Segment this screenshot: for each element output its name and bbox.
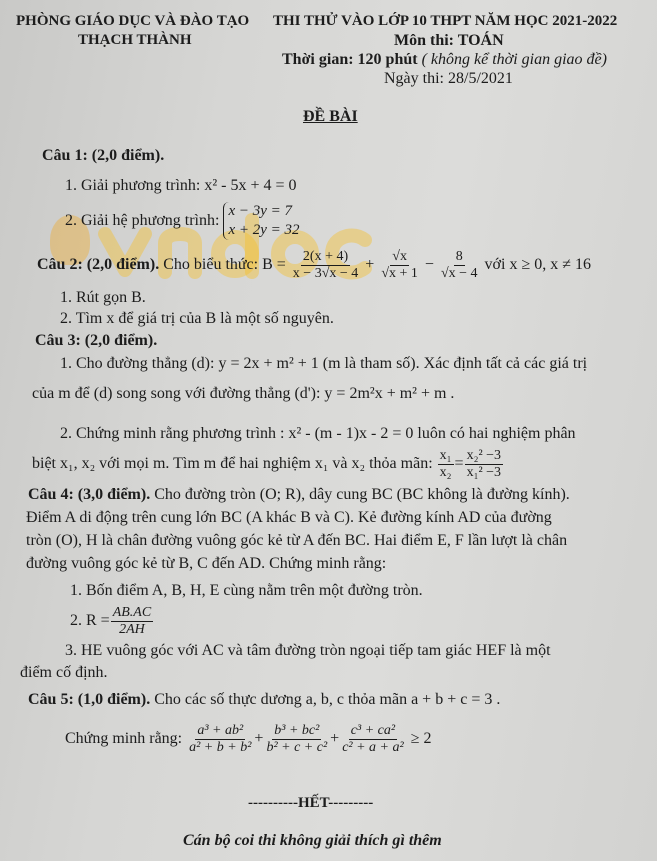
q4-line3: tròn (O), H là chân đường vuông góc kẻ từ A đến BC. Hai điểm E, F lần lượt là chân — [26, 532, 568, 549]
denominator: x − 3√x − 4 — [292, 265, 359, 281]
fraction — [340, 723, 406, 756]
q1-item2-label: 2. Giải hệ phương trình: — [65, 212, 224, 229]
q5-line1 — [28, 690, 500, 710]
numerator: x₂² −3 — [466, 447, 502, 463]
q4-item1: 1. Bốn điểm A, B, H, E cùng nằm trên một đường tròn. — [70, 582, 423, 599]
q2-statement — [37, 246, 591, 284]
fraction — [465, 448, 503, 481]
duration-label: Thời gian: 120 phút — [282, 51, 422, 68]
denominator: x₂ — [439, 464, 452, 480]
q3-line2: của m để (d) song song với đường thẳng (d'): y = 2m²x + m² + m . — [32, 385, 455, 402]
numerator: √x — [392, 248, 407, 264]
equation-system — [223, 202, 299, 240]
q4-item3-cont: điểm cố định. — [20, 664, 108, 681]
section-title: ĐỀ BÀI — [303, 108, 358, 125]
q3-line1: 1. Cho đường thẳng (d): y = 2x + m² + 1 (m là tham số). Xác định tất cả các giá trị — [60, 355, 588, 372]
minus: − — [420, 256, 438, 273]
q4-line1 — [28, 485, 570, 505]
q3-line3: 2. Chứng minh rằng phương trình : x² - (m - 1)x - 2 = 0 luôn có hai nghiệm phân — [60, 425, 576, 442]
condition: với x ≥ 0, x ≠ 16 — [480, 256, 591, 273]
denominator: a² + b + b² — [189, 739, 252, 755]
equation-2: x + 2y = 32 — [228, 222, 300, 239]
q1-item2 — [65, 200, 300, 242]
footer-note: Cán bộ coi thi không giải thích gì thêm — [183, 832, 442, 849]
q4-item2 — [70, 603, 154, 639]
fraction — [291, 249, 360, 282]
plus: + — [361, 256, 379, 273]
fraction — [439, 249, 480, 282]
denominator: c² + a + a² — [342, 739, 404, 755]
q4-item2-label: 2. R = — [70, 612, 110, 629]
denominator: b² + c + c² — [266, 739, 328, 755]
denominator: 2AH — [119, 621, 145, 637]
q5-text: Cho các số thực dương a, b, c thỏa mãn a + b + c = 3 . — [150, 691, 501, 708]
plus: + — [330, 730, 340, 747]
exam-date: Ngày thi: 28/5/2021 — [384, 70, 513, 87]
q4-item3: 3. HE vuông góc với AC và tâm đường tròn ngoại tiếp tam giác HEF là một — [65, 642, 551, 659]
numerator: b³ + bc² — [274, 722, 320, 738]
denominator: √x − 4 — [440, 265, 478, 281]
denominator: √x + 1 — [381, 265, 418, 281]
q5-heading: Câu 5: (1,0 điểm). — [28, 691, 151, 708]
numerator: 2(x + 4) — [302, 248, 349, 264]
fraction — [438, 448, 454, 481]
numerator: c³ + ca² — [350, 722, 396, 738]
q5-inequality — [65, 718, 431, 760]
denominator: x₁² −3 — [466, 464, 502, 480]
equals: = — [454, 455, 464, 472]
end-marker: ----------HẾT--------- — [248, 795, 374, 811]
greater-equal: ≥ 2 — [406, 730, 432, 747]
numerator: 8 — [455, 248, 463, 264]
fraction — [379, 249, 420, 282]
q4-line2: Điểm A di động trên cung lớn BC (A khác B và C). Kẻ đường kính AD của đường — [26, 509, 552, 526]
q3-line4-text: biệt x₁, x₂ với mọi m. Tìm m để hai nghiệm x₁ và x₂ thỏa mãn: — [32, 455, 437, 472]
q2-item2: 2. Tìm x để giá trị của B là một số nguyên. — [60, 310, 334, 327]
duration-note: ( không kể thời gian giao đề) — [421, 51, 607, 68]
exam-title: THI THỬ VÀO LỚP 10 THPT NĂM HỌC 2021-2022 — [273, 13, 618, 29]
fraction — [187, 723, 253, 756]
q3-line4 — [32, 446, 504, 482]
duration — [282, 50, 607, 69]
q1-item1: 1. Giải phương trình: x² - 5x + 4 = 0 — [65, 177, 297, 194]
q4-heading: Câu 4: (3,0 điểm). — [28, 486, 151, 503]
header-district: THẠCH THÀNH — [78, 32, 192, 48]
q4-line4: đường vuông góc kẻ từ B, C đến AD. Chứng minh rằng: — [26, 555, 387, 572]
q4-text: Cho đường tròn (O; R), dây cung BC (BC không là đường kính). — [150, 486, 570, 503]
numerator: AB.AC — [112, 604, 152, 620]
q5-prove-label: Chứng minh rằng: — [65, 730, 187, 747]
q3-heading: Câu 3: (2,0 điểm). — [35, 332, 158, 349]
subject: Môn thi: TOÁN — [394, 32, 504, 49]
q2-text: Cho biểu thức: B = — [159, 256, 290, 273]
fraction — [111, 605, 154, 638]
plus: + — [254, 730, 264, 747]
q1-heading: Câu 1: (2,0 điểm). — [42, 147, 165, 164]
equation-1: x − 3y = 7 — [228, 203, 293, 220]
q2-item1: 1. Rút gọn B. — [60, 289, 146, 306]
numerator: a³ + ab² — [197, 722, 244, 738]
header-department: PHÒNG GIÁO DỤC VÀ ĐÀO TẠO — [16, 13, 250, 29]
q2-heading: Câu 2: (2,0 điểm). — [37, 256, 160, 273]
numerator: x₁ — [439, 447, 452, 463]
fraction — [264, 723, 329, 756]
